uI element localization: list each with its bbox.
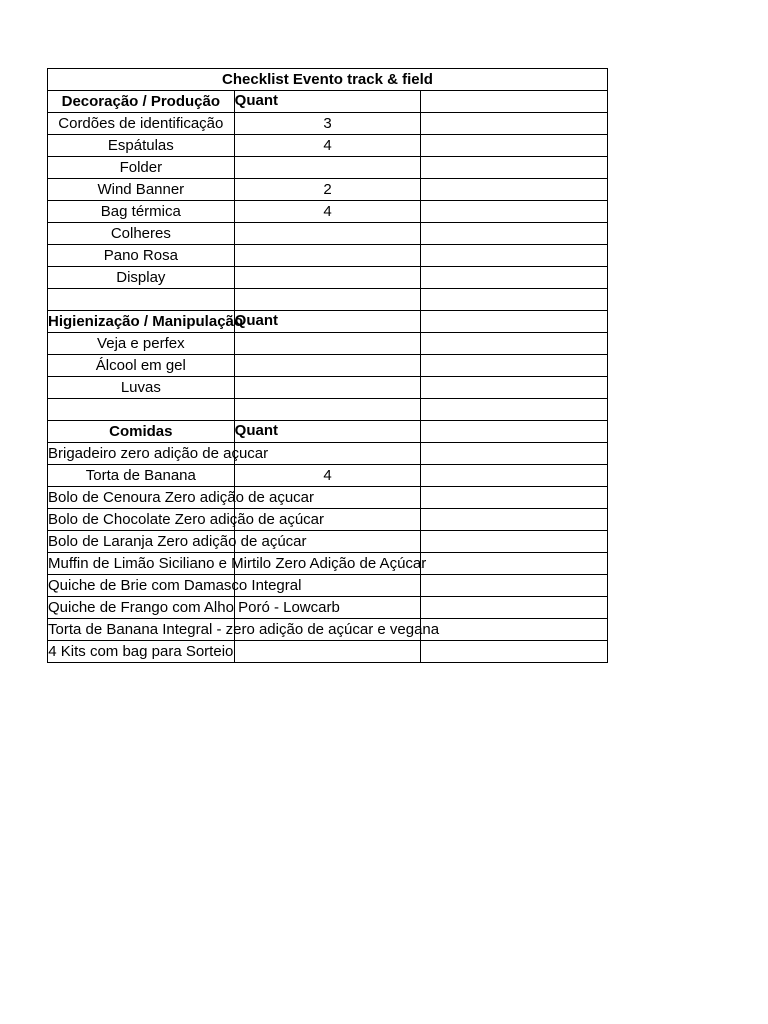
item-name: 4 Kits com bag para Sorteio xyxy=(48,641,235,663)
empty-cell xyxy=(421,575,608,597)
item-name: Espátulas xyxy=(48,135,235,157)
item-name: Torta de Banana xyxy=(48,465,235,487)
empty-cell xyxy=(421,333,608,355)
empty-cell xyxy=(421,179,608,201)
empty-cell xyxy=(421,201,608,223)
checklist-title: Checklist Evento track & field xyxy=(48,69,608,91)
title-row xyxy=(48,69,608,91)
quantity-header: Quant xyxy=(234,91,421,113)
section-header-row xyxy=(48,91,608,113)
table-row xyxy=(48,245,608,267)
item-name: Luvas xyxy=(48,377,235,399)
empty-cell xyxy=(421,355,608,377)
item-name: Display xyxy=(48,267,235,289)
table-row xyxy=(48,443,608,465)
item-quantity xyxy=(234,355,421,377)
empty-cell xyxy=(421,245,608,267)
table-row xyxy=(48,509,608,531)
item-quantity xyxy=(234,223,421,245)
empty-cell xyxy=(421,157,608,179)
table-row xyxy=(48,201,608,223)
empty-cell xyxy=(421,399,608,421)
empty-cell xyxy=(421,465,608,487)
table-row xyxy=(48,377,608,399)
empty-cell xyxy=(421,113,608,135)
table-row xyxy=(48,597,608,619)
item-name: Bag térmica xyxy=(48,201,235,223)
item-name: Veja e perfex xyxy=(48,333,235,355)
checklist-table xyxy=(47,68,608,663)
item-quantity xyxy=(234,245,421,267)
empty-cell xyxy=(421,289,608,311)
table-row xyxy=(48,465,608,487)
table-row xyxy=(48,641,608,663)
item-quantity: 4 xyxy=(234,201,421,223)
quantity-header: Quant xyxy=(234,421,421,443)
empty-cell xyxy=(421,553,608,575)
item-name: Torta de Banana Integral - zero adição de açúcar e vegana xyxy=(48,619,235,641)
item-quantity: 3 xyxy=(234,113,421,135)
table-row xyxy=(48,333,608,355)
empty-cell xyxy=(421,641,608,663)
item-name: Cordões de identificação xyxy=(48,113,235,135)
empty-cell xyxy=(234,399,421,421)
empty-cell xyxy=(421,135,608,157)
empty-cell xyxy=(421,619,608,641)
item-name: Folder xyxy=(48,157,235,179)
empty-cell xyxy=(421,487,608,509)
section-header-row xyxy=(48,421,608,443)
empty-cell xyxy=(421,443,608,465)
quantity-header: Quant xyxy=(234,311,421,333)
table-row xyxy=(48,487,608,509)
empty-cell xyxy=(48,399,235,421)
table-row xyxy=(48,113,608,135)
empty-cell xyxy=(234,289,421,311)
item-name: Bolo de Chocolate Zero adição de açúcar xyxy=(48,509,235,531)
item-quantity xyxy=(234,157,421,179)
table-row xyxy=(48,223,608,245)
empty-cell xyxy=(421,223,608,245)
empty-cell xyxy=(421,91,608,113)
empty-cell xyxy=(421,267,608,289)
item-quantity xyxy=(234,641,421,663)
item-name: Álcool em gel xyxy=(48,355,235,377)
spacer-row xyxy=(48,289,608,311)
item-name: Wind Banner xyxy=(48,179,235,201)
checklist-body xyxy=(48,69,608,663)
empty-cell xyxy=(421,421,608,443)
item-name: Bolo de Cenoura Zero adição de açucar xyxy=(48,487,235,509)
item-quantity xyxy=(234,333,421,355)
item-name: Quiche de Frango com Alho Poró - Lowcarb xyxy=(48,597,235,619)
item-name: Quiche de Brie com Damasco Integral xyxy=(48,575,235,597)
section-header-row xyxy=(48,311,608,333)
table-row xyxy=(48,575,608,597)
empty-cell xyxy=(421,377,608,399)
table-row xyxy=(48,553,608,575)
item-quantity: 2 xyxy=(234,179,421,201)
section-heading: Decoração / Produção xyxy=(48,91,235,113)
empty-cell xyxy=(421,509,608,531)
table-row xyxy=(48,135,608,157)
item-name: Pano Rosa xyxy=(48,245,235,267)
item-name: Muffin de Limão Siciliano e Mirtilo Zero Adição de Açúcar xyxy=(48,553,235,575)
empty-cell xyxy=(421,531,608,553)
item-name: Colheres xyxy=(48,223,235,245)
spacer-row xyxy=(48,399,608,421)
item-name: Bolo de Laranja Zero adição de açúcar xyxy=(48,531,235,553)
table-row xyxy=(48,619,608,641)
table-row xyxy=(48,267,608,289)
table-row xyxy=(48,355,608,377)
table-row xyxy=(48,179,608,201)
item-quantity: 4 xyxy=(234,135,421,157)
item-quantity: 4 xyxy=(234,465,421,487)
empty-cell xyxy=(421,311,608,333)
item-quantity xyxy=(234,377,421,399)
empty-cell xyxy=(421,597,608,619)
table-row xyxy=(48,157,608,179)
empty-cell xyxy=(48,289,235,311)
item-quantity xyxy=(234,267,421,289)
section-heading: Higienização / Manipulação xyxy=(48,311,235,333)
item-name: Brigadeiro zero adição de açucar xyxy=(48,443,235,465)
section-heading: Comidas xyxy=(48,421,235,443)
table-row xyxy=(48,531,608,553)
